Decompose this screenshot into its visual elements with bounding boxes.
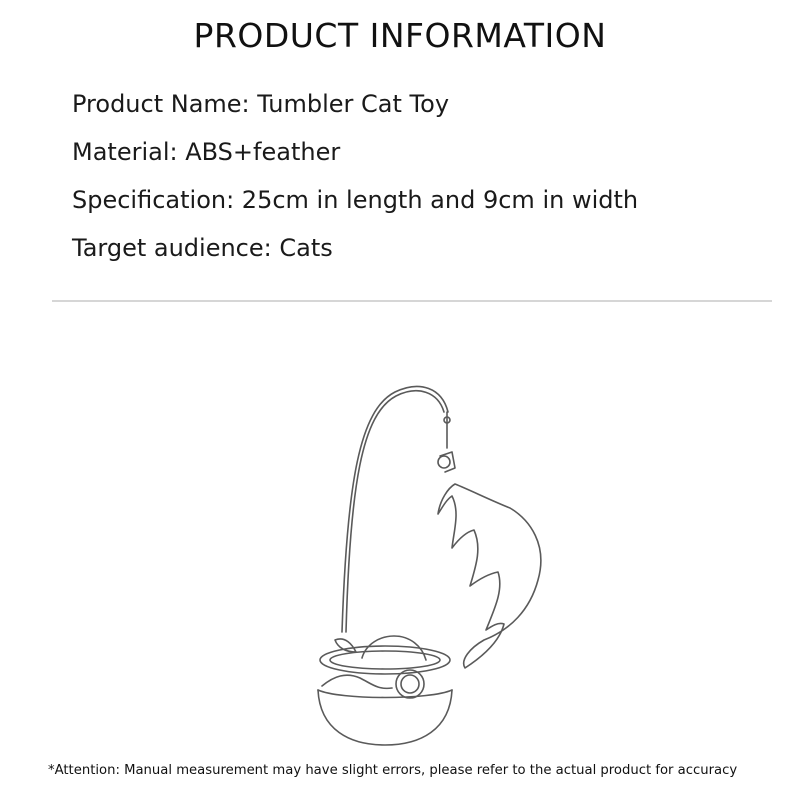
wire-arc: [342, 386, 448, 632]
bowl-rim: [318, 690, 452, 698]
tumbler-cat-toy-illustration: [300, 370, 570, 750]
attention-note: *Attention: Manual measurement may have slight errors, please refer to the actual product for accuracy: [48, 763, 738, 778]
target-audience-row: Target audience: Cats: [72, 234, 333, 262]
material-row: Material: ABS+feather: [72, 138, 341, 166]
bell-clip: [440, 452, 455, 472]
specification-row: Specification: 25cm in length and 9cm in width: [72, 186, 639, 214]
base-ring-inner: [330, 651, 440, 669]
section-divider: [52, 300, 772, 302]
product-info-list: [72, 80, 638, 272]
small-ball-highlight: [401, 675, 419, 693]
wire-arc-inner: [346, 391, 444, 632]
bell: [438, 456, 450, 468]
page-title: PRODUCT INFORMATION: [193, 16, 607, 55]
feather: [438, 484, 541, 668]
inner-track: [322, 675, 392, 688]
product-name-row: Product Name: Tumbler Cat Toy: [72, 90, 450, 118]
